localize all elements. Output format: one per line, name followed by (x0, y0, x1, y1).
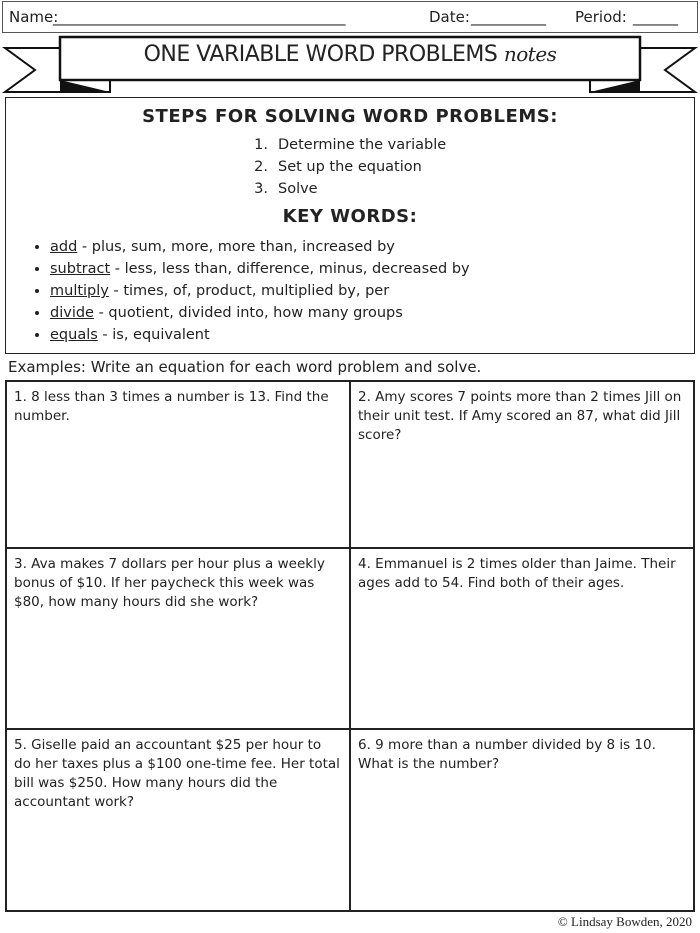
step-number: 2. (254, 159, 268, 175)
keywords-list (6, 236, 470, 346)
keyword-desc: - is, equivalent (97, 327, 210, 343)
student-info-header (2, 1, 698, 33)
name-label: Name: (9, 8, 59, 26)
keyword-term: add (50, 239, 78, 255)
keyword-subtract (50, 258, 470, 280)
keyword-desc: - times, of, product, multiplied by, per (108, 283, 390, 299)
keyword-multiply (50, 280, 470, 302)
name-field[interactable]: _______________________________________ (53, 8, 346, 26)
period-label: Period: (575, 8, 627, 26)
keyword-add (50, 236, 470, 258)
copyright: © Lindsay Bowden, 2020 (557, 914, 692, 929)
step-2 (254, 159, 422, 175)
date-label: Date: (429, 8, 470, 26)
problem-3[interactable]: 3. Ava makes 7 dollars per hour plus a weekly bonus of $10. If her paycheck this week was $80, how many hours did she work? (6, 548, 350, 729)
period-field[interactable]: ______ (633, 8, 678, 26)
keyword-divide (50, 302, 470, 324)
problem-2[interactable]: 2. Amy scores 7 points more than 2 times Jill on their unit test. If Amy scored an 87, what did Jill score? (350, 381, 694, 548)
step-number: 1. (254, 137, 268, 153)
keyword-term: divide (50, 305, 94, 321)
problem-1[interactable]: 1. 8 less than 3 times a number is 13. Find the number. (6, 381, 350, 548)
keyword-term: equals (50, 327, 98, 343)
examples-instruction: Examples: Write an equation for each word problem and solve. (8, 358, 482, 376)
step-text: Solve (278, 181, 318, 197)
keyword-desc: - less, less than, difference, minus, decreased by (110, 261, 470, 277)
step-text: Set up the equation (278, 159, 422, 175)
title-script: notes (503, 42, 557, 66)
keyword-equals (50, 324, 470, 346)
step-3 (254, 181, 318, 197)
keyword-desc: - plus, sum, more, more than, increased by (77, 239, 395, 255)
steps-heading: STEPS FOR SOLVING WORD PROBLEMS: (142, 106, 558, 127)
step-number: 3. (254, 181, 268, 197)
page-title (60, 42, 640, 67)
step-1 (254, 137, 447, 153)
steps-box (5, 97, 695, 354)
problem-6[interactable]: 6. 9 more than a number divided by 8 is 10. What is the number? (350, 729, 694, 911)
title-main: ONE VARIABLE WORD PROBLEMS (143, 42, 498, 67)
problem-4[interactable]: 4. Emmanuel is 2 times older than Jaime. Their ages add to 54. Find both of their ages. (350, 548, 694, 729)
date-field[interactable]: __________ (471, 8, 546, 26)
keyword-term: subtract (50, 261, 111, 277)
keyword-desc: - quotient, divided into, how many groups (93, 305, 403, 321)
keyword-term: multiply (50, 283, 109, 299)
keywords-heading: KEY WORDS: (282, 206, 418, 227)
problems-grid (5, 380, 695, 912)
problem-5[interactable]: 5. Giselle paid an accountant $25 per hour to do her taxes plus a $100 one-time fee. Her total bill was $250. How many hours did the accountant work? (6, 729, 350, 911)
step-text: Determine the variable (278, 137, 447, 153)
